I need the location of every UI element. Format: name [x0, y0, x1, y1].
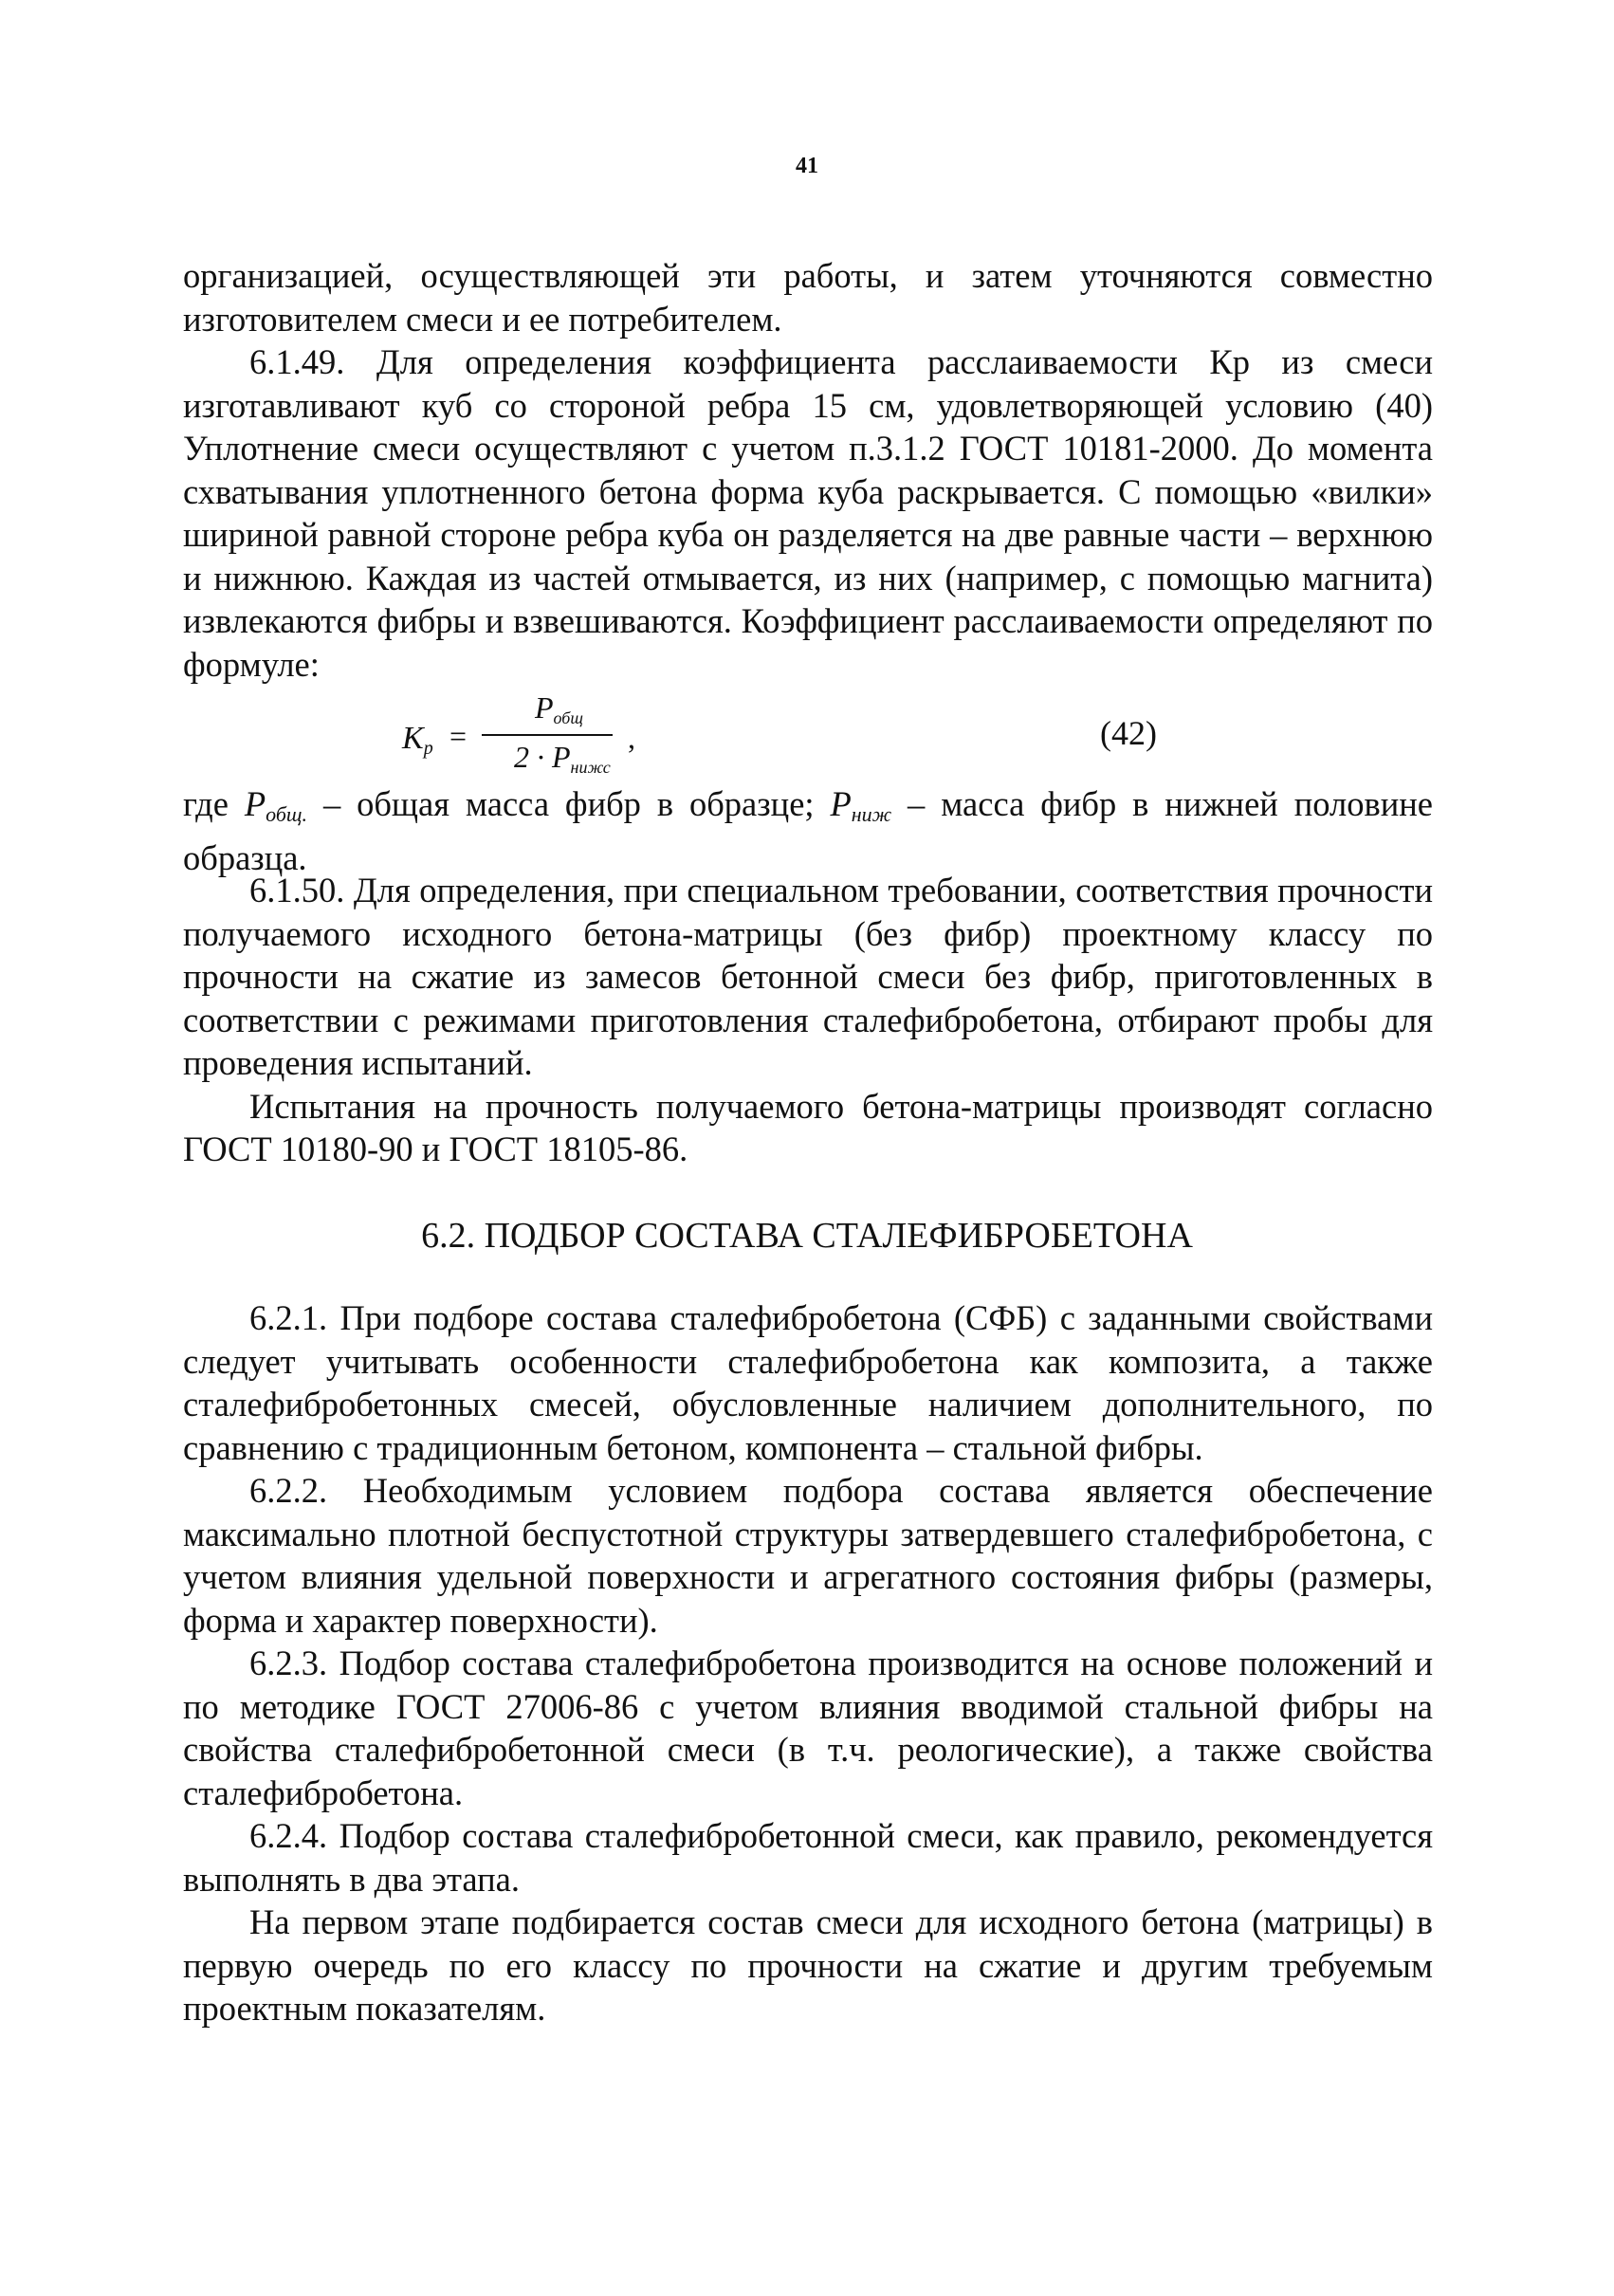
paragraph-6-2-4: 6.2.4. Подбор состава сталефибробетонной смеси, как правило, рекомендуется выполнять в два этапа. [183, 1816, 1433, 1899]
paragraph-6-2-2: 6.2.2. Необходимым условием подбора состава является обеспечение максимально плотной беспустотной структуры затвердевшего сталефибробетона, с учетом влияния удельной поверхности и агрегатного состояния фибры (размеры, форма и характер поверхности). [183, 1471, 1433, 1640]
formula-comma: , [628, 721, 635, 755]
text-block-section-6-2 [183, 1296, 1433, 2030]
paragraph-continuation: организацией, осуществляющей эти работы, и затем уточняются совместно изготовителем смеси и ее потребителем. [183, 256, 1433, 339]
formula-explanation: где $P_{общ.}$ – общая масса фибр в образце; $P_{ниж}$ – масса фибр в нижней половине образца. [183, 784, 1433, 877]
formula-denominator: $2 \cdot P_{нижс}$ [514, 740, 611, 777]
equation-number: (42) [1100, 714, 1157, 752]
paragraph-first-stage: На первом этапе подбирается состав смеси для исходного бетона (матрицы) в первую очередь по его классу по прочности на сжатие и другим требуемым проектным показателям. [183, 1902, 1433, 2028]
paragraph-6-2-1: 6.2.1. При подборе состава сталефибробетона (СФБ) с заданными свойствами следует учитывать особенности сталефибробетона как композита, а также сталефибробетонных смесей, обусловленные наличием дополнительного, по сравнению с традиционным бетоном, компонента – стальной фибры. [183, 1298, 1433, 1467]
page-number: 41 [796, 154, 818, 178]
section-heading: 6.2. ПОДБОР СОСТАВА СТАЛЕФИБРОБЕТОНА [421, 1216, 1193, 1256]
formula-lhs: $K_p$ [402, 721, 433, 759]
paragraph-6-1-49: 6.1.49. Для определения коэффициента расслаиваемости Кр из смеси изготавливают куб со стороной ребра 15 см, удовлетворяющей условию (40) Уплотнение смеси осуществляют с учетом п.3.1.2 ГОСТ 10181-2000. До момента схватывания уплотненного бетона форма куба раскрывается. С помощью «вилки» шириной равной стороне ребра куба он разделяется на две равные части – верхнюю и нижнюю. Каждая из частей отмывается, из них (например, с помощью магнита) извлекаются фибры и взвешиваются. Коэффициент расслаиваемости определяют по формуле: [183, 342, 1433, 684]
text-block-6-1-50 [183, 869, 1433, 1171]
paragraph-6-1-50: 6.1.50. Для определения, при специальном требовании, соответствия прочности получаемого исходного бетона-матрицы (без фибр) проектному классу по прочности на сжатие из замесов бетонной смеси без фибр, приготовленных в соответствии с режимами приготовления сталефибробетона, отбирают пробы для проведения испытаний. [183, 871, 1433, 1082]
fraction-bar [482, 734, 613, 736]
formula-equals: = [449, 719, 468, 753]
formula-42 [402, 690, 1161, 797]
text-block-intro [183, 254, 1433, 686]
paragraph-6-2-3: 6.2.3. Подбор состава сталефибробетона производится на основе положений и по методике ГОСТ 27006-86 с учетом влияния вводимой стальной фибры на свойства сталефибробетонной смеси (в т.ч. реологические), а также свойства сталефибробетона. [183, 1644, 1433, 1812]
paragraph-testing: Испытания на прочность получаемого бетона-матрицы производят согласно ГОСТ 10180-90 и ГОСТ 18105-86. [183, 1086, 1433, 1168]
formula-numerator: $P_{общ}$ [535, 690, 583, 727]
